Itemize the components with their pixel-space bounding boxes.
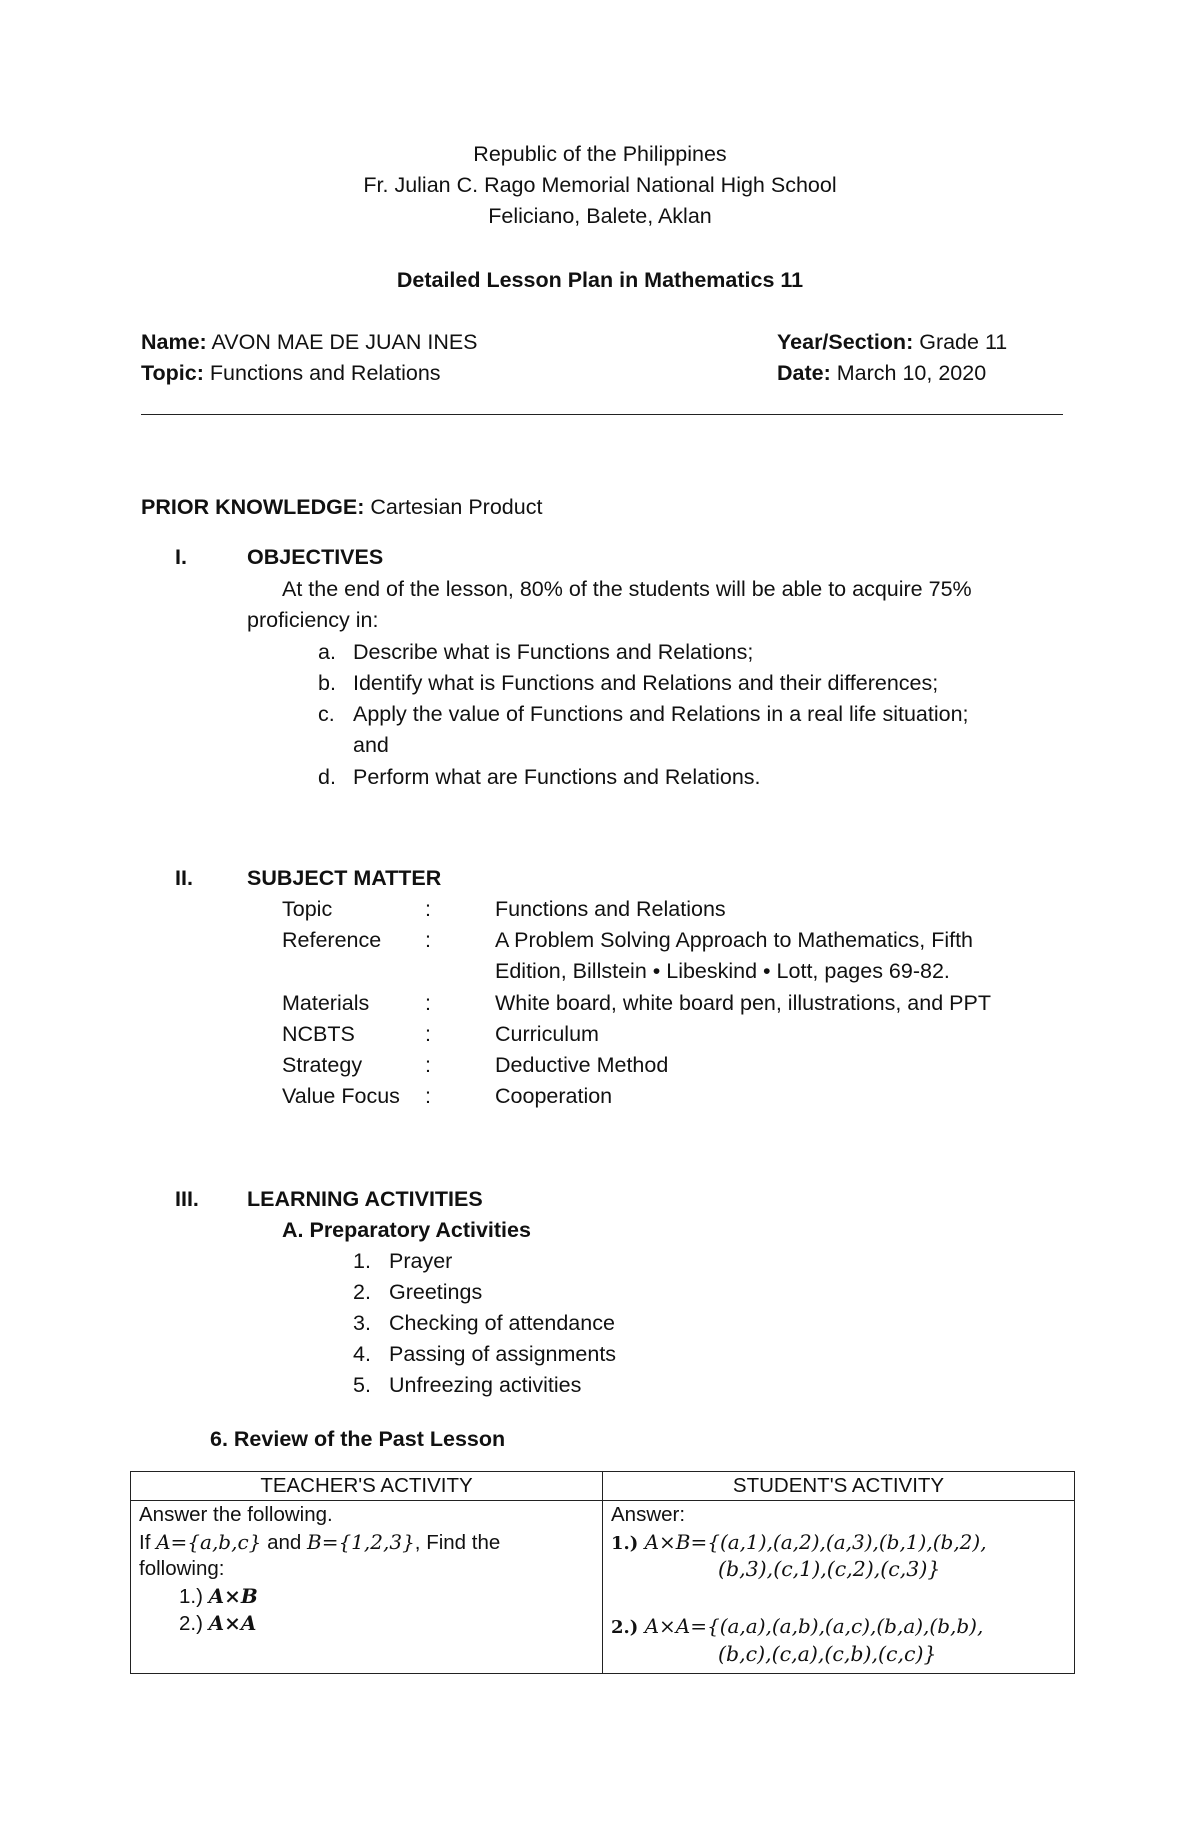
prep-item-attendance: Checking of attendance xyxy=(389,1311,615,1335)
objectives-intro-line2: proficiency in: xyxy=(247,608,379,632)
student-answer-1 xyxy=(611,1530,987,1556)
teacher-given-and: and xyxy=(261,1531,307,1554)
student-answer-1-line1: A×B={(a,1),(a,2),(a,3),(b,1),(b,2), xyxy=(644,1530,987,1554)
topic-field xyxy=(141,361,441,387)
year-section-value: Grade 11 xyxy=(919,330,1008,354)
subject-numeral: II. xyxy=(175,866,193,890)
teacher-activity-header: TEACHER'S ACTIVITY xyxy=(131,1472,603,1501)
teacher-question-1-num: 1.) xyxy=(179,1585,209,1608)
name-field xyxy=(141,330,478,356)
review-heading: 6. Review of the Past Lesson xyxy=(210,1427,506,1451)
teacher-question-2-expr: A×A xyxy=(208,1611,257,1635)
date-value: March 10, 2020 xyxy=(836,361,987,385)
objective-letter-c: c. xyxy=(318,702,335,726)
year-section-field xyxy=(777,330,1007,356)
teacher-activity-cell xyxy=(131,1501,603,1674)
document-title: Detailed Lesson Plan in Mathematics 11 xyxy=(396,268,804,292)
objective-item-a: Describe what is Functions and Relations; xyxy=(353,640,754,664)
topic-label: Topic: xyxy=(141,361,204,385)
activity-table-row xyxy=(131,1501,1075,1674)
prior-knowledge-value: Cartesian Product xyxy=(370,495,543,519)
teacher-given-sets xyxy=(139,1530,500,1556)
teacher-question-2-num: 2.) xyxy=(179,1612,209,1635)
student-answer-2-line2: (b,c),(c,a),(c,b),(c,c)} xyxy=(718,1642,937,1666)
prep-num-4: 4. xyxy=(353,1342,371,1366)
date-field xyxy=(777,361,986,387)
subject-value-topic: Functions and Relations xyxy=(495,897,726,921)
student-activity-cell xyxy=(603,1501,1075,1674)
teacher-instruction: Answer the following. xyxy=(139,1503,333,1526)
subject-sep-materials: : xyxy=(425,991,431,1015)
preparatory-heading: A. Preparatory Activities xyxy=(282,1218,531,1242)
subject-heading: SUBJECT MATTER xyxy=(247,866,442,890)
prep-num-2: 2. xyxy=(353,1280,371,1304)
subject-value-reference: A Problem Solving Approach to Mathematics, Fifth xyxy=(495,928,974,952)
activity-table-header xyxy=(131,1472,1075,1501)
subject-sep-topic: : xyxy=(425,897,431,921)
subject-label-topic: Topic xyxy=(282,897,333,921)
header-school-name: Fr. Julian C. Rago Memorial National High School xyxy=(363,173,837,197)
set-a-definition: A={a,b,c} xyxy=(156,1530,262,1554)
objectives-heading: OBJECTIVES xyxy=(247,545,384,569)
learning-numeral: III. xyxy=(175,1187,199,1211)
prep-item-unfreezing: Unfreezing activities xyxy=(389,1373,582,1397)
student-answer-label: Answer: xyxy=(611,1503,686,1526)
prep-num-5: 5. xyxy=(353,1373,371,1397)
topic-value: Functions and Relations xyxy=(209,361,441,385)
header-address: Feliciano, Balete, Aklan xyxy=(488,204,712,228)
subject-value-strategy: Deductive Method xyxy=(495,1053,669,1077)
subject-label-reference: Reference xyxy=(282,928,382,952)
student-answer-1-num: 1.) xyxy=(611,1533,645,1554)
subject-sep-strategy: : xyxy=(425,1053,431,1077)
subject-label-value-focus: Value Focus xyxy=(282,1084,400,1108)
header-republic: Republic of the Philippines xyxy=(473,142,727,166)
activity-table xyxy=(130,1471,1075,1674)
objective-item-d: Perform what are Functions and Relations. xyxy=(353,765,761,789)
student-answer-2-num: 2.) xyxy=(611,1617,645,1638)
teacher-question-1-expr: A×B xyxy=(208,1584,258,1608)
subject-label-strategy: Strategy xyxy=(282,1053,363,1077)
student-answer-2 xyxy=(611,1614,983,1640)
subject-label-ncbts: NCBTS xyxy=(282,1022,355,1046)
student-answer-1-line2: (b,3),(c,1),(c,2),(c,3)} xyxy=(718,1557,941,1581)
name-label: Name: xyxy=(141,330,207,354)
subject-value-ncbts: Curriculum xyxy=(495,1022,599,1046)
set-b-definition: B={1,2,3} xyxy=(307,1530,415,1554)
objective-item-b: Identify what is Functions and Relations and their differences; xyxy=(353,671,939,695)
prep-item-assignments: Passing of assignments xyxy=(389,1342,617,1366)
teacher-question-2 xyxy=(179,1611,256,1637)
prep-item-prayer: Prayer xyxy=(389,1249,453,1273)
subject-value-value-focus: Cooperation xyxy=(495,1084,613,1108)
teacher-given-if: If xyxy=(139,1531,157,1554)
learning-heading: LEARNING ACTIVITIES xyxy=(247,1187,483,1211)
objectives-intro-line1: At the end of the lesson, 80% of the students will be able to acquire 75% xyxy=(282,577,972,601)
objective-item-c-cont: and xyxy=(353,733,389,757)
objective-letter-b: b. xyxy=(318,671,336,695)
year-section-label: Year/Section: xyxy=(777,330,914,354)
subject-sep-reference: : xyxy=(425,928,431,952)
student-activity-header: STUDENT'S ACTIVITY xyxy=(603,1472,1075,1501)
date-label: Date: xyxy=(777,361,831,385)
subject-value-materials: White board, white board pen, illustrations, and PPT xyxy=(495,991,991,1015)
objective-letter-d: d. xyxy=(318,765,336,789)
objectives-numeral: I. xyxy=(175,545,187,569)
prior-knowledge xyxy=(141,495,542,521)
prep-item-greetings: Greetings xyxy=(389,1280,483,1304)
teacher-question-1 xyxy=(179,1584,258,1610)
header-divider xyxy=(141,414,1063,415)
prep-num-3: 3. xyxy=(353,1311,371,1335)
subject-sep-value-focus: : xyxy=(425,1084,431,1108)
teacher-given-find: , Find the xyxy=(414,1531,501,1554)
objective-item-c: Apply the value of Functions and Relations in a real life situation; xyxy=(353,702,969,726)
teacher-following: following: xyxy=(139,1557,225,1580)
subject-label-materials: Materials xyxy=(282,991,370,1015)
prior-knowledge-label: PRIOR KNOWLEDGE: xyxy=(141,495,365,519)
subject-sep-ncbts: : xyxy=(425,1022,431,1046)
name-value: AVON MAE DE JUAN INES xyxy=(211,330,478,354)
objective-letter-a: a. xyxy=(318,640,336,664)
student-answer-2-line1: A×A={(a,a),(a,b),(a,c),(b,a),(b,b), xyxy=(644,1614,984,1638)
prep-num-1: 1. xyxy=(353,1249,371,1273)
subject-value-reference-cont: Edition, Billstein • Libeskind • Lott, pages 69-82. xyxy=(495,959,950,983)
